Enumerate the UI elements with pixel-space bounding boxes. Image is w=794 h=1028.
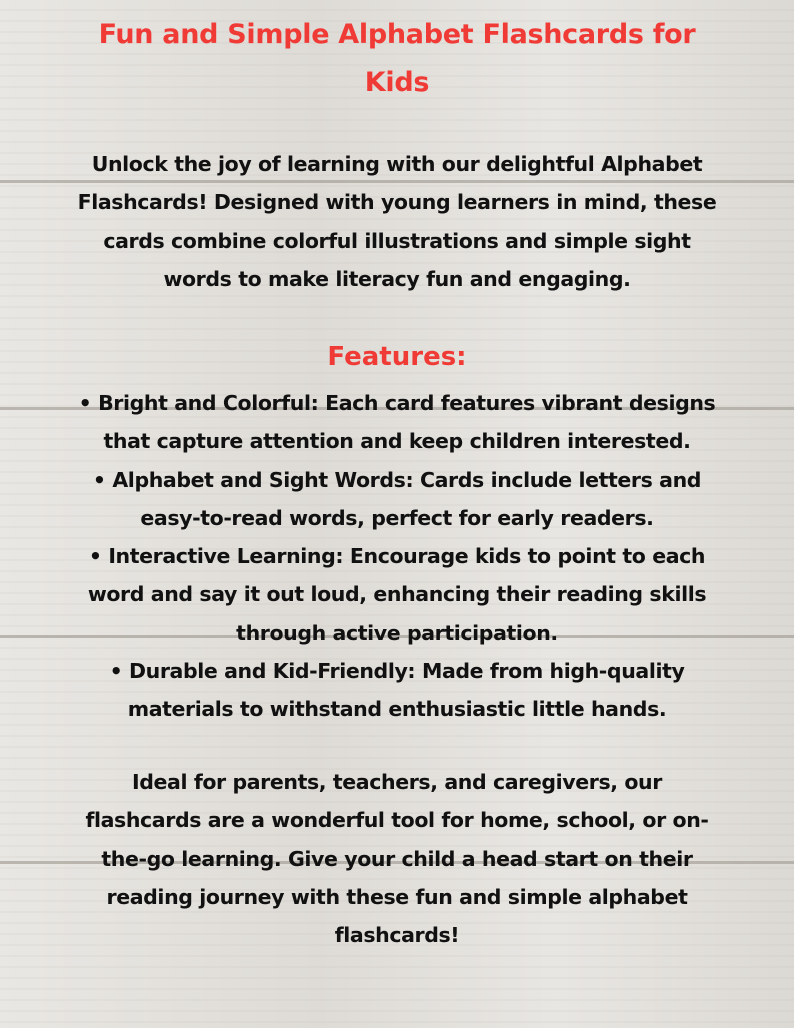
- closing-line: reading journey with these fun and simple alphabet: [106, 884, 688, 909]
- feature-line: • Alphabet and Sight Words: Cards include letters and: [92, 467, 702, 492]
- feature-line: through active participation.: [236, 620, 558, 645]
- feature-line: easy-to-read words, perfect for early readers.: [140, 505, 654, 530]
- title-line: Fun and Simple Alphabet Flashcards for: [98, 19, 696, 50]
- intro-line: words to make literacy fun and engaging.: [163, 266, 631, 291]
- feature-line: • Durable and Kid-Friendly: Made from high-quality: [109, 659, 685, 684]
- closing-paragraph: [0, 763, 794, 954]
- feature-line: word and say it out loud, enhancing their reading skills: [87, 582, 707, 607]
- intro-line: Unlock the joy of learning with our delightful Alphabet: [91, 152, 703, 176]
- closing-line: flashcards are a wonderful tool for home, school, or on-: [85, 808, 709, 833]
- intro-line: cards combine colorful illustrations and simple sight: [103, 228, 691, 253]
- title-line: Kids: [364, 67, 430, 98]
- feature-line: materials to withstand enthusiastic little hands.: [127, 697, 667, 722]
- feature-line: • Interactive Learning: Encourage kids to point to each: [88, 544, 706, 569]
- feature-line: that capture attention and keep children interested.: [103, 429, 691, 454]
- closing-line: flashcards!: [334, 923, 460, 948]
- page-title: [0, 11, 794, 107]
- intro-paragraph: [0, 145, 794, 298]
- closing-line: Ideal for parents, teachers, and caregivers, our: [132, 770, 662, 794]
- closing-line: the-go learning. Give your child a head start on their: [101, 846, 693, 871]
- features-list: [0, 384, 794, 729]
- feature-line: • Bright and Colorful: Each card features vibrant designs: [78, 391, 716, 415]
- features-heading: Features:: [327, 342, 467, 372]
- intro-line: Flashcards! Designed with young learners in mind, these: [77, 190, 717, 215]
